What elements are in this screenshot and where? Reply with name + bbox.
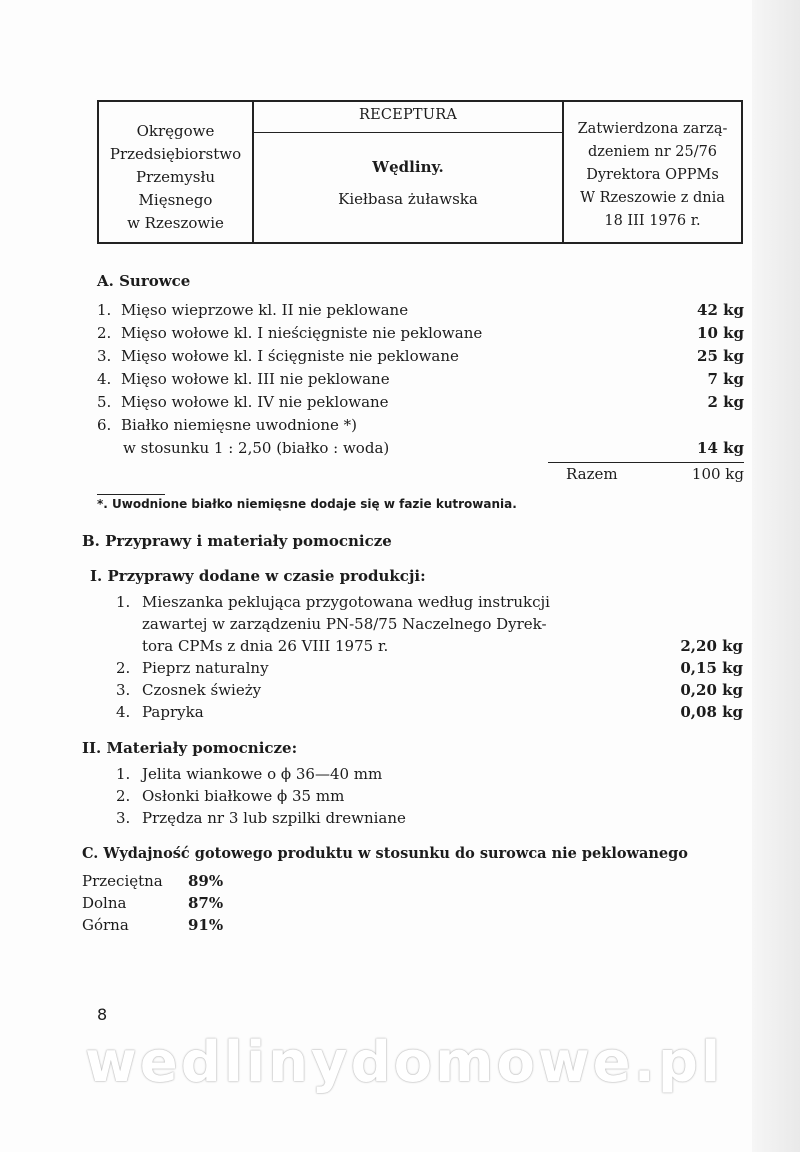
- item-quantity: 0,08 kg: [680, 703, 743, 721]
- recipe-product-name: Kiełbasa żuławska: [338, 190, 478, 208]
- yield-row: [0, 916, 800, 938]
- list-item: [0, 615, 800, 637]
- item-number: 2.: [116, 787, 131, 805]
- item-number: 4.: [116, 703, 131, 721]
- section-b-title: B. Przyprawy i materiały pomocnicze: [82, 532, 392, 550]
- yield-row: [0, 872, 800, 894]
- item-quantity: 7 kg: [707, 370, 744, 388]
- list-item: [0, 659, 800, 681]
- header-issuer-cell: [99, 102, 254, 242]
- item-label: tora CPMs z dnia 26 VIII 1975 r.: [142, 637, 389, 655]
- item-label: Mięso wołowe kl. I nieścięgniste nie peklowane: [121, 324, 483, 342]
- recipe-header-table: [97, 100, 743, 244]
- item-number: 1.: [97, 301, 112, 319]
- approval-line: 18 III 1976 r.: [604, 213, 701, 229]
- issuer-line: Okręgowe: [136, 122, 215, 140]
- item-label: Papryka: [142, 703, 204, 721]
- yield-value: 91%: [188, 916, 224, 934]
- footnote-divider: [97, 494, 165, 495]
- list-item: [0, 787, 800, 809]
- item-quantity: 0,20 kg: [680, 681, 743, 699]
- recipe-category: Wędliny.: [372, 158, 444, 176]
- item-label: w stosunku 1 : 2,50 (białko : woda): [123, 439, 390, 457]
- section-b2-title: II. Materiały pomocnicze:: [82, 739, 298, 757]
- issuer-line: w Rzeszowie: [127, 214, 224, 232]
- item-label: Osłonki białkowe ϕ 35 mm: [142, 787, 345, 805]
- list-item: [0, 681, 800, 703]
- yield-value: 89%: [188, 872, 224, 890]
- item-label: Pieprz naturalny: [142, 659, 269, 677]
- item-number: 4.: [97, 370, 112, 388]
- yield-label: Dolna: [82, 894, 127, 912]
- item-number: 2.: [116, 659, 131, 677]
- item-quantity: 10 kg: [697, 324, 744, 342]
- total-divider: [548, 462, 744, 463]
- item-label: Jelita wiankowe o ϕ 36—40 mm: [142, 765, 383, 783]
- list-item: [0, 637, 800, 659]
- item-label: Mięso wołowe kl. IV nie peklowane: [121, 393, 389, 411]
- item-label: Czosnek świeży: [142, 681, 262, 699]
- item-number: 1.: [116, 765, 131, 783]
- yield-row: [0, 894, 800, 916]
- section-c-title: C. Wydajność gotowego produktu w stosunku do surowca nie peklowanego: [82, 845, 688, 862]
- item-label: Mięso wołowe kl. I ścięgniste nie peklowane: [121, 347, 459, 365]
- item-quantity: 2,20 kg: [680, 637, 743, 655]
- section-b1-title: I. Przyprawy dodane w czasie produkcji:: [90, 567, 426, 585]
- item-quantity: 25 kg: [697, 347, 744, 365]
- list-item: [0, 416, 800, 438]
- recipe-heading: RECEPTURA: [254, 102, 562, 133]
- item-number: 1.: [116, 593, 131, 611]
- item-quantity: 0,15 kg: [680, 659, 743, 677]
- item-label: zawartej w zarządzeniu PN-58/75 Naczelnego Dyrek-: [142, 615, 547, 633]
- header-approval-cell: [564, 102, 741, 242]
- section-a-title: A. Surowce: [97, 272, 191, 290]
- item-label: Białko niemięsne uwodnione *): [121, 416, 358, 434]
- total-row: [0, 465, 800, 487]
- item-number: 2.: [97, 324, 112, 342]
- item-number: 6.: [97, 416, 112, 434]
- item-quantity: 2 kg: [707, 393, 744, 411]
- list-item: [0, 393, 800, 415]
- list-item: [0, 439, 800, 461]
- approval-line: dzeniem nr 25/76: [587, 144, 718, 160]
- approval-line: Zatwierdzona zarzą-: [577, 121, 728, 137]
- approval-line: Dyrektora OPPMs: [586, 167, 719, 183]
- item-number: 3.: [116, 809, 131, 827]
- yield-label: Przeciętna: [82, 872, 163, 890]
- item-label: Mięso wieprzowe kl. II nie peklowane: [121, 301, 409, 319]
- list-item: [0, 370, 800, 392]
- item-quantity: 14 kg: [697, 439, 744, 457]
- footnote: *. Uwodnione białko niemięsne dodaje się w fazie kutrowania.: [97, 497, 517, 511]
- item-label: Mięso wołowe kl. III nie peklowane: [121, 370, 390, 388]
- issuer-line: Mięsnego: [138, 191, 213, 209]
- issuer-line: Przedsiębiorstwo: [109, 145, 242, 163]
- yield-label: Górna: [82, 916, 129, 934]
- header-recipe-cell: [254, 102, 564, 242]
- item-label: Mieszanka peklująca przygotowana według instrukcji: [142, 593, 550, 611]
- item-number: 3.: [116, 681, 131, 699]
- item-quantity: 42 kg: [697, 301, 744, 319]
- list-item: [0, 301, 800, 323]
- yield-value: 87%: [188, 894, 224, 912]
- item-label: Przędza nr 3 lub szpilki drewniane: [142, 809, 406, 827]
- item-number: 5.: [97, 393, 112, 411]
- issuer-line: Przemysłu: [136, 168, 215, 186]
- list-item: [0, 324, 800, 346]
- total-label: Razem: [566, 465, 618, 483]
- list-item: [0, 347, 800, 369]
- list-item: [0, 809, 800, 831]
- list-item: [0, 765, 800, 787]
- approval-line: W Rzeszowie z dnia: [580, 190, 725, 206]
- watermark: wedlinydomowe.pl: [85, 1030, 724, 1095]
- item-number: 3.: [97, 347, 112, 365]
- total-quantity: 100 kg: [691, 465, 744, 483]
- list-item: [0, 703, 800, 725]
- page-number: 8: [97, 1005, 108, 1024]
- list-item: [0, 593, 800, 615]
